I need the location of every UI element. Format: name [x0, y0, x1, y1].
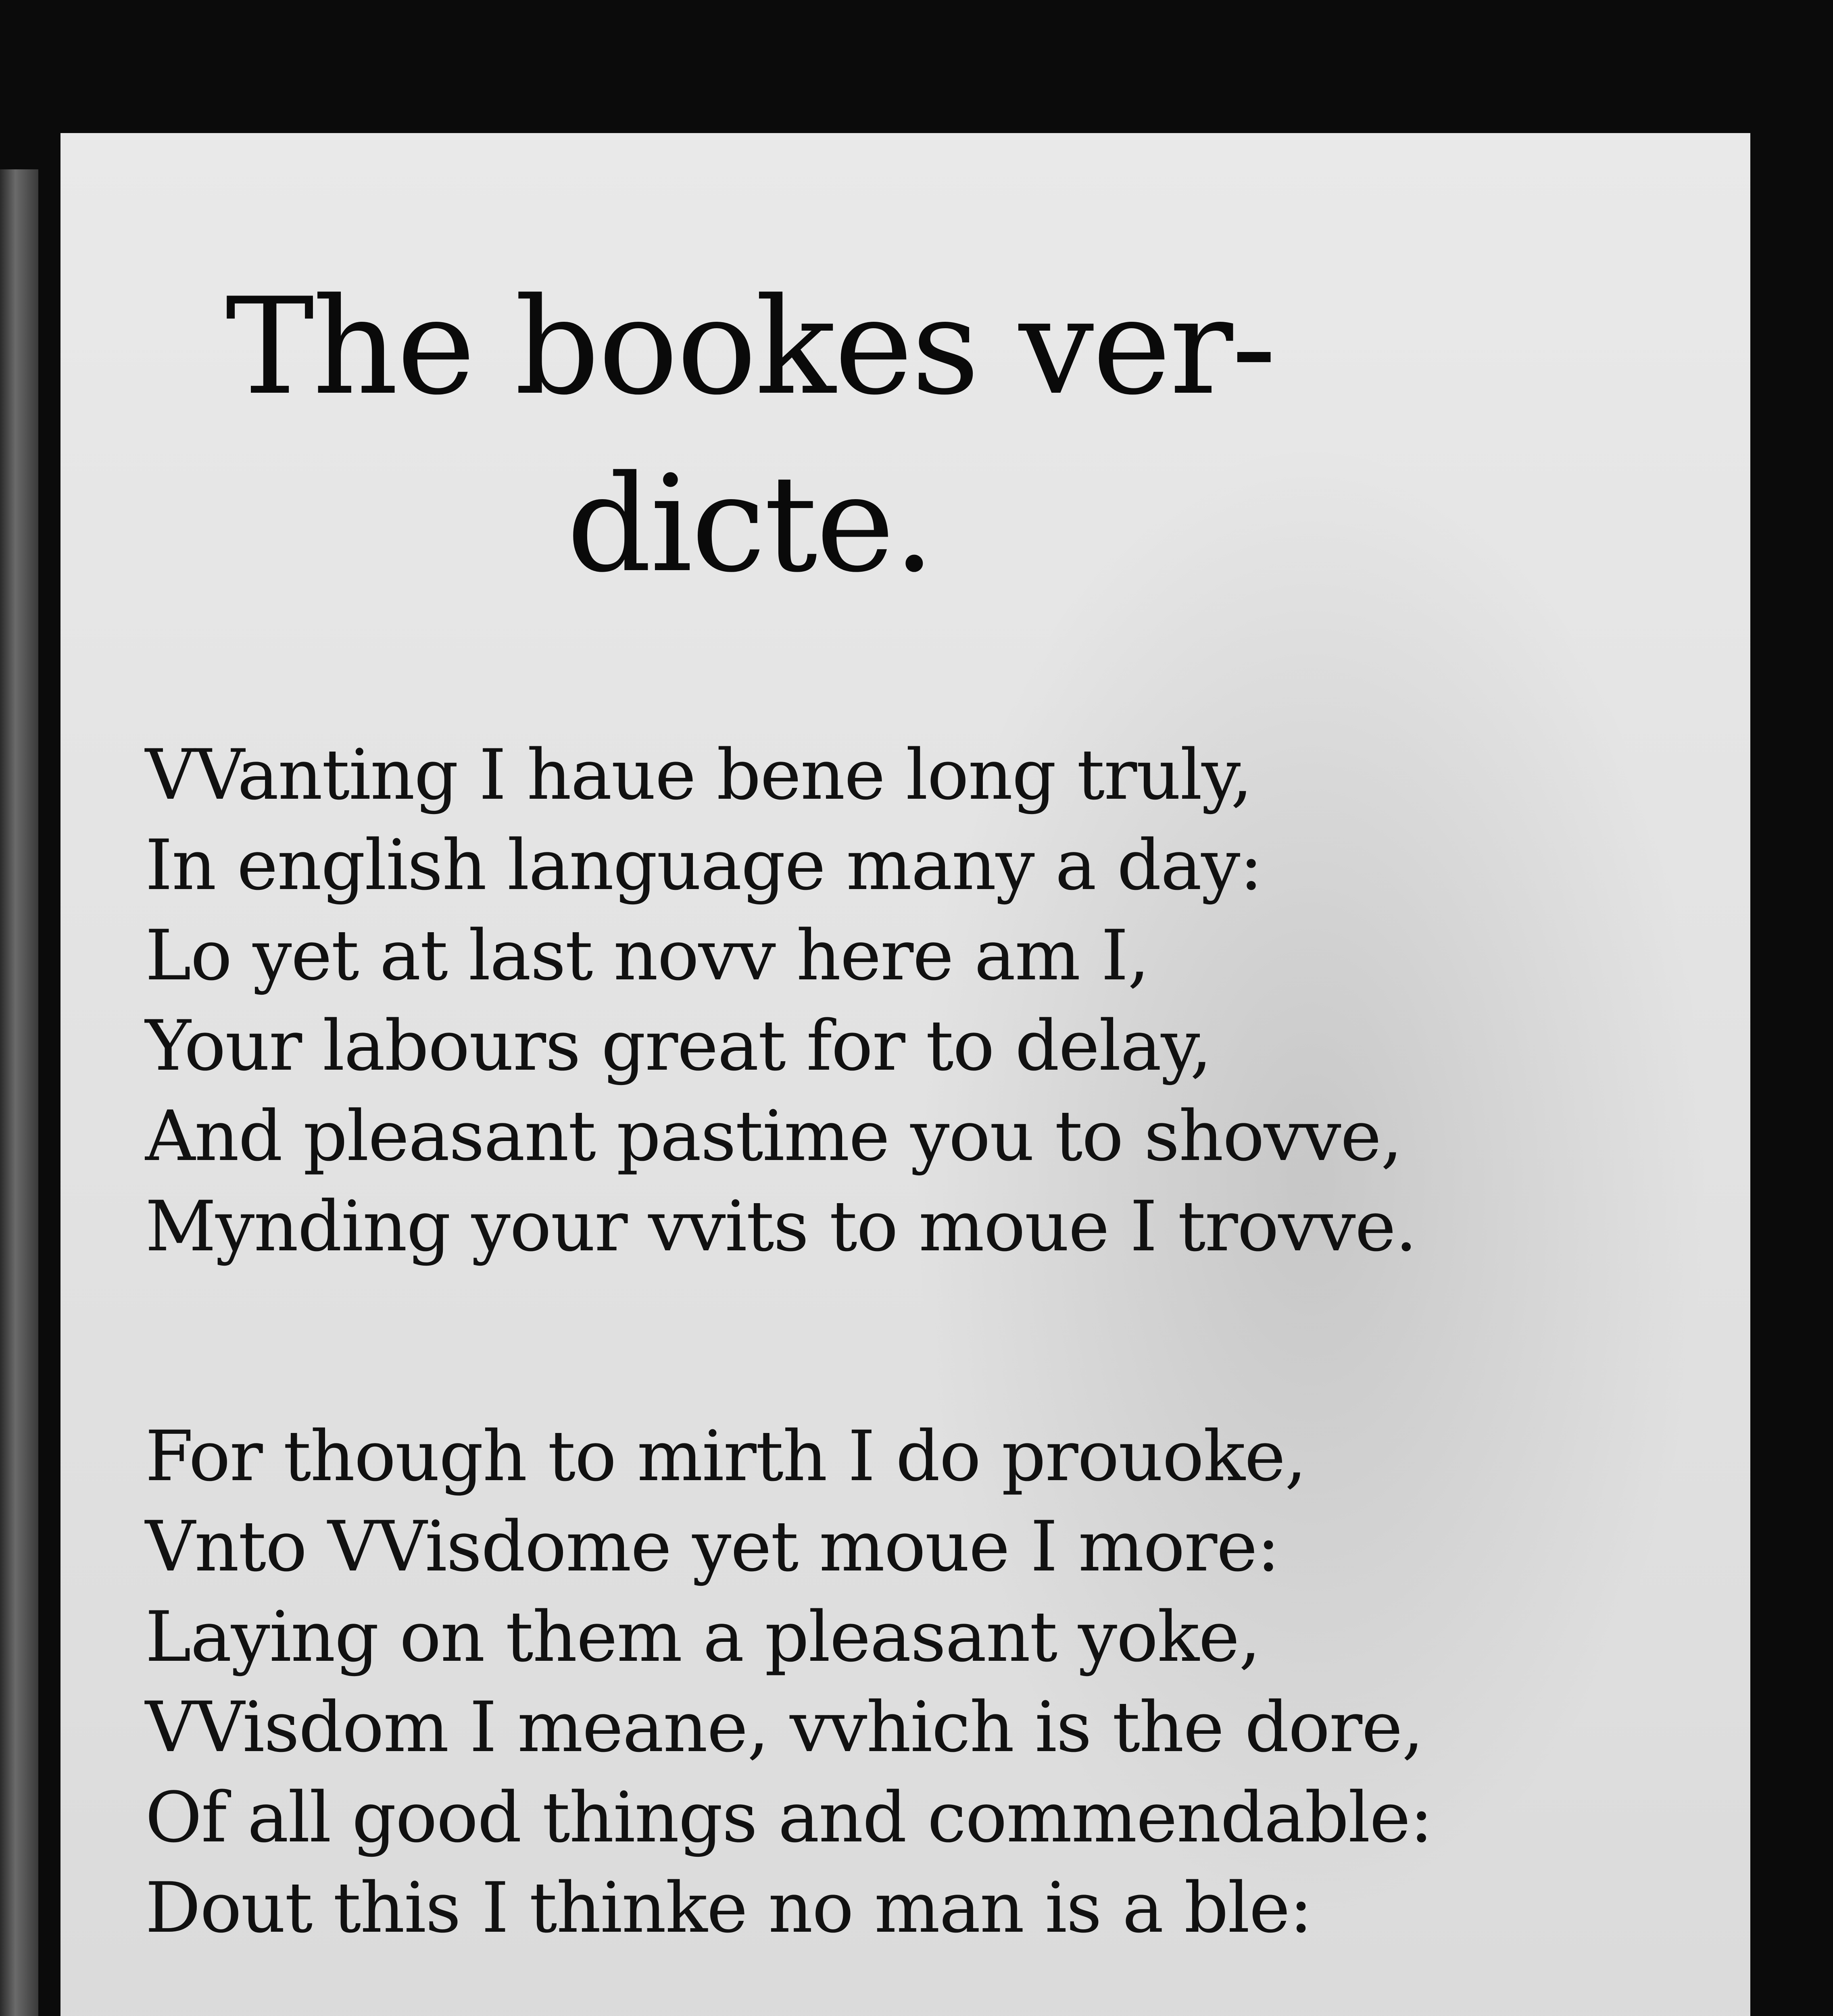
- verse-line: For though to mirth I do prouoke,: [145, 1416, 1306, 1497]
- verse-line: Your labours great for to delay,: [145, 1005, 1212, 1086]
- verse-line: And pleasant pastime you to shovve,: [145, 1095, 1402, 1177]
- stanza-2: [145, 1411, 1433, 1953]
- verse-line: VVisdom I meane, vvhich is the dore,: [145, 1687, 1423, 1768]
- book-page: [60, 133, 1750, 2016]
- adjacent-page-edge: [0, 169, 38, 2016]
- verse-line: Lo yet at last novv here am I,: [145, 915, 1149, 996]
- verse-line: Dout this I thinke no man is a ble:: [145, 1867, 1312, 1948]
- verse-line: Vnto VVisdome yet moue I more:: [145, 1506, 1280, 1587]
- verse-line: Laying on them a pleasant yoke,: [145, 1596, 1260, 1677]
- verse-line: Mynding your vvits to moue I trovve.: [145, 1186, 1417, 1267]
- verse-line: VVanting I haue bene long truly,: [145, 734, 1252, 815]
- page-title-line-2: dicte.: [566, 447, 934, 602]
- page-title-line-1: The bookes ver-: [225, 269, 1275, 424]
- stanza-1: [145, 730, 1416, 1272]
- verse-line: In english language many a day:: [145, 825, 1262, 906]
- verse-line: Of all good things and commendable:: [145, 1777, 1433, 1858]
